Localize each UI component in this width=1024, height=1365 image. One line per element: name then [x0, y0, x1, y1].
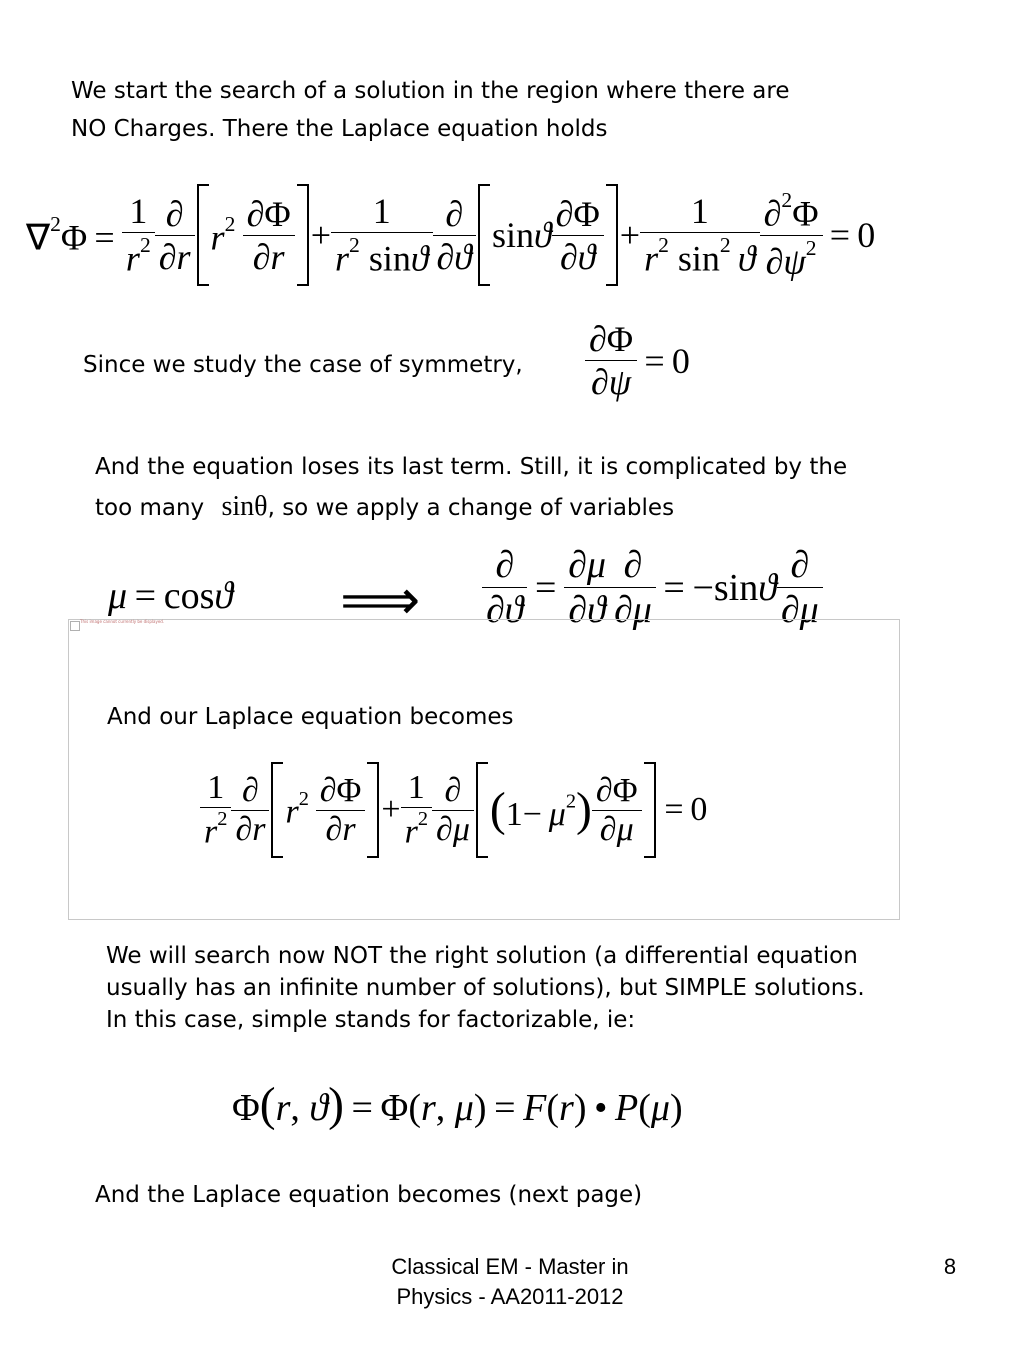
mu-definition: μ = cosϑ [108, 575, 234, 617]
next-page-text: And the Laplace equation becomes (next page) [95, 1182, 643, 1208]
left-bracket [195, 183, 211, 287]
sin-theta-math: sinθ [221, 491, 268, 522]
factorization-equation: Φ(r, ϑ) = Φ(r, μ) = F(r) • P(μ) [232, 1079, 683, 1131]
search-line-3: In this case, simple stands for factorizable, ie: [106, 1007, 636, 1033]
laplace-equation-spherical: ∇$^2$Φ = $\frac{1}{r^2}$ $\frac{\partial}{\partial r}$ $r^2$ $\frac{\partial\Phi}{\partial r}$ + $\frac{1}{r^2 \sin ϑ}$ $\frac{\partial}{\partial ϑ}$ sinϑ $\frac{\partial\Phi}{\partial ϑ}$ + $\frac{1}{r^2 \sin^2 ϑ}$ $\frac{\partial^2\Phi}{\partial\psi^2}$ = 0 [26, 180, 875, 290]
chain-rule-equation: $\frac{\partial}{\partial ϑ}$ = $\frac{\partial\mu}{\partial ϑ}$ $\frac{\partial}{\partial\mu}$ = −sinϑ $\frac{\partial}{\partial\mu}$ [482, 543, 823, 632]
broken-image-caption: This image cannot currently be displayed. [80, 619, 165, 624]
fraction-1-over-r2: $\frac{1}{r^2}$ [122, 190, 155, 279]
frame-heading: And our Laplace equation becomes [107, 704, 514, 730]
laplace-equation-mu: $\frac{1}{r^2}$ $\frac{\partial}{\partial r}$ $r^2$ $\frac{\partial\Phi}{\partial r}$ + $\frac{1}{r^2}$ $\frac{\partial}{\partial\mu}$ $(1- \mu^2)$ $\frac{\partial\Phi}{\partial\mu}$ = 0 [200, 758, 707, 862]
broken-image-icon [70, 621, 80, 631]
footer-title [340, 1252, 680, 1312]
symmetry-text: Since we study the case of symmetry, [83, 352, 523, 378]
last-term-line-2-pre: too many [95, 495, 205, 521]
search-line-2: usually has an infinite number of solutions), but SIMPLE solutions. [106, 975, 865, 1001]
fraction-d-dr: $\frac{\partial}{\partial r}$ [155, 193, 195, 278]
footer-line-2: Physics - AA2011-2012 [396, 1284, 624, 1309]
footer-line-1: Classical EM - Master in [391, 1254, 629, 1279]
right-bracket [295, 183, 311, 287]
page-number: 8 [943, 1254, 957, 1279]
last-term-line-1: And the equation loses its last term. Still, it is complicated by the [95, 454, 848, 480]
search-line-1: We will search now NOT the right solution (a differential equation [106, 943, 858, 969]
last-term-line-2 [95, 488, 674, 527]
intro-line-2: NO Charges. There the Laplace equation holds [71, 116, 608, 142]
intro-line-1: We start the search of a solution in the region where there are [71, 78, 790, 104]
last-term-line-2-post: , so we apply a change of variables [267, 495, 675, 521]
symmetry-equation: $\frac{\partial\Phi}{\partial\psi}$ = 0 [585, 318, 690, 403]
implies-arrow: ⟹ [340, 570, 421, 632]
